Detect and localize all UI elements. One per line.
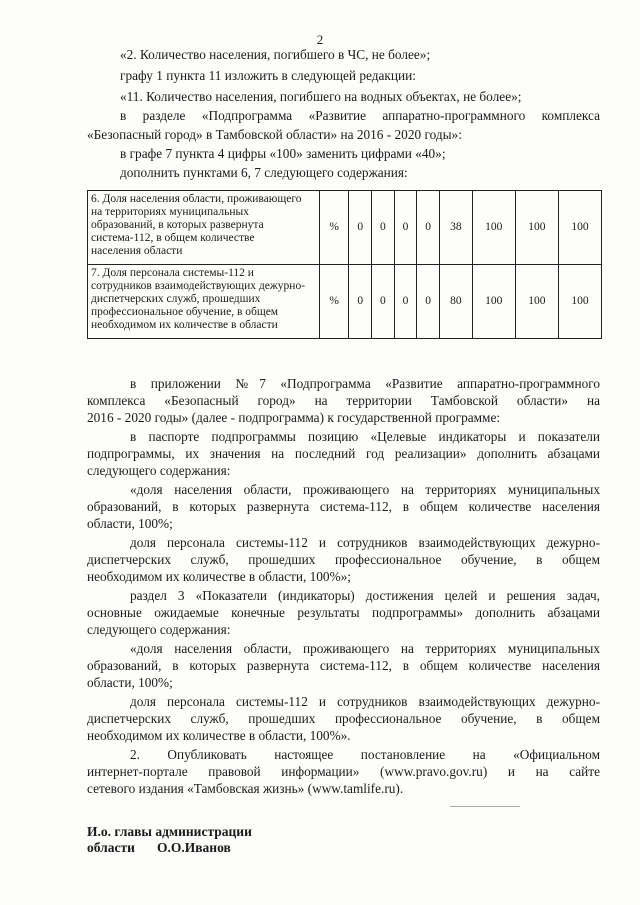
body-line: 2. Опубликовать настоящее постановление на «Официальном [130,747,600,762]
body-line: диспетчерских служб, прошедших профессиональное обучение, в общем [87,711,600,726]
page-number: 2 [316,32,324,47]
body-line: следующего содержания: [87,463,231,478]
row-text-line: профессиональное обучение, в общем [91,306,279,318]
signature-title: И.о. главы администрации [87,824,252,839]
body-line: сетевого издания «Тамбовская жизнь» (www.tamlife.ru). [87,781,404,796]
value-cell: 100 [558,265,601,339]
value-cell: 100 [515,265,558,339]
body-line: области, 100%; [87,675,173,690]
value-cell: 0 [372,191,395,265]
body-line: необходимом их количестве в области, 100%». [87,728,351,743]
value-cell: 100 [472,191,515,265]
value-cell: 0 [417,265,440,339]
body-line: интернет-портале правовой информации» (www.pravo.gov.ru) и на сайте [87,764,600,779]
row-text-line: сотрудников взаимодействующих дежурно- [91,280,306,292]
row-text-line: диспетчерских служб, прошедших [91,293,261,305]
body-line: диспетчерских служб, прошедших профессиональное обучение, в общем [87,552,600,567]
body-line: «доля населения области, проживающего на территориях муниципальных [130,641,600,656]
indicators-table [87,190,602,339]
unit-cell: % [320,191,349,265]
row-text-line: образований, в которых развернута [91,219,264,231]
body-line: в приложении №7 «Подпрограмма «Развитие аппаратно-программного [130,376,600,391]
body-line: «доля населения области, проживающего на территориях муниципальных [130,482,600,497]
intro-line: «11. Количество населения, погибшего на водных объектах, не более»; [120,89,522,104]
body-line: в паспорте подпрограммы позицию «Целевые индикаторы и показатели [130,429,600,444]
value-cell: 0 [394,191,417,265]
scan-mark [450,806,520,807]
intro-line: дополнить пунктами 6, 7 следующего содержания: [120,165,408,180]
signature-title-area: области [87,840,135,855]
value-cell: 0 [372,265,395,339]
value-cell: 100 [558,191,601,265]
row-text-line: 6. Доля населения области, проживающего [91,193,302,205]
intro-line: в разделе «Подпрограмма «Развитие аппаратно-программного комплекса [120,108,600,123]
body-line: следующего содержания: [87,622,231,637]
row-text-line: система-112, в общем количестве [91,232,255,244]
body-line: комплекса «Безопасный город» на территории Тамбовской области» на [87,393,600,408]
row-text-line: на территориях муниципальных [91,206,249,218]
body-line: подпрограммы, их значения на последний год реализации» дополнить абзацами [87,446,600,461]
unit-cell: % [320,265,349,339]
value-cell: 0 [417,191,440,265]
signature-name: О.О.Иванов [157,840,231,855]
intro-line: графу 1 пункта 11 изложить в следующей редакции: [120,68,416,83]
value-cell: 100 [472,265,515,339]
body-line: 2016 - 2020 годы» (далее - подпрограмма) к государственной программе: [87,410,501,425]
value-cell: 0 [349,265,372,339]
value-cell: 38 [439,191,472,265]
body-line: основные ожидаемые конечные результаты подпрограммы» дополнить абзацами [87,605,600,620]
row-text-line: 7. Доля персонала системы-112 и [91,267,254,279]
table-row [88,191,602,265]
body-line: доля персонала системы-112 и сотрудников взаимодействующих дежурно- [130,694,600,709]
value-cell: 100 [515,191,558,265]
body-line: раздел 3 «Показатели (индикаторы) достижения целей и решения задач, [130,588,600,603]
body-line: образований, в которых развернута система-112, в общем количестве населения [87,499,600,514]
intro-line: в графе 7 пункта 4 цифры «100» заменить цифрами «40»; [120,146,446,161]
body-line: доля персонала системы-112 и сотрудников взаимодействующих дежурно- [130,535,600,550]
intro-line: «2. Количество населения, погибшего в ЧС, не более»; [120,47,431,62]
row-description [88,265,320,339]
value-cell: 0 [394,265,417,339]
body-line: образований, в которых развернута система-112, в общем количестве населения [87,658,600,673]
row-description [88,191,320,265]
intro-line: «Безопасный город» в Тамбовской области» на 2016 - 2020 годы»: [87,127,462,142]
body-line: необходимом их количестве в области, 100%»; [87,569,351,584]
value-cell: 80 [439,265,472,339]
value-cell: 0 [349,191,372,265]
body-line: области, 100%; [87,516,173,531]
row-text-line: необходимом их количестве в области [91,319,278,331]
row-text-line: населения области [91,245,183,257]
table-row [88,265,602,339]
